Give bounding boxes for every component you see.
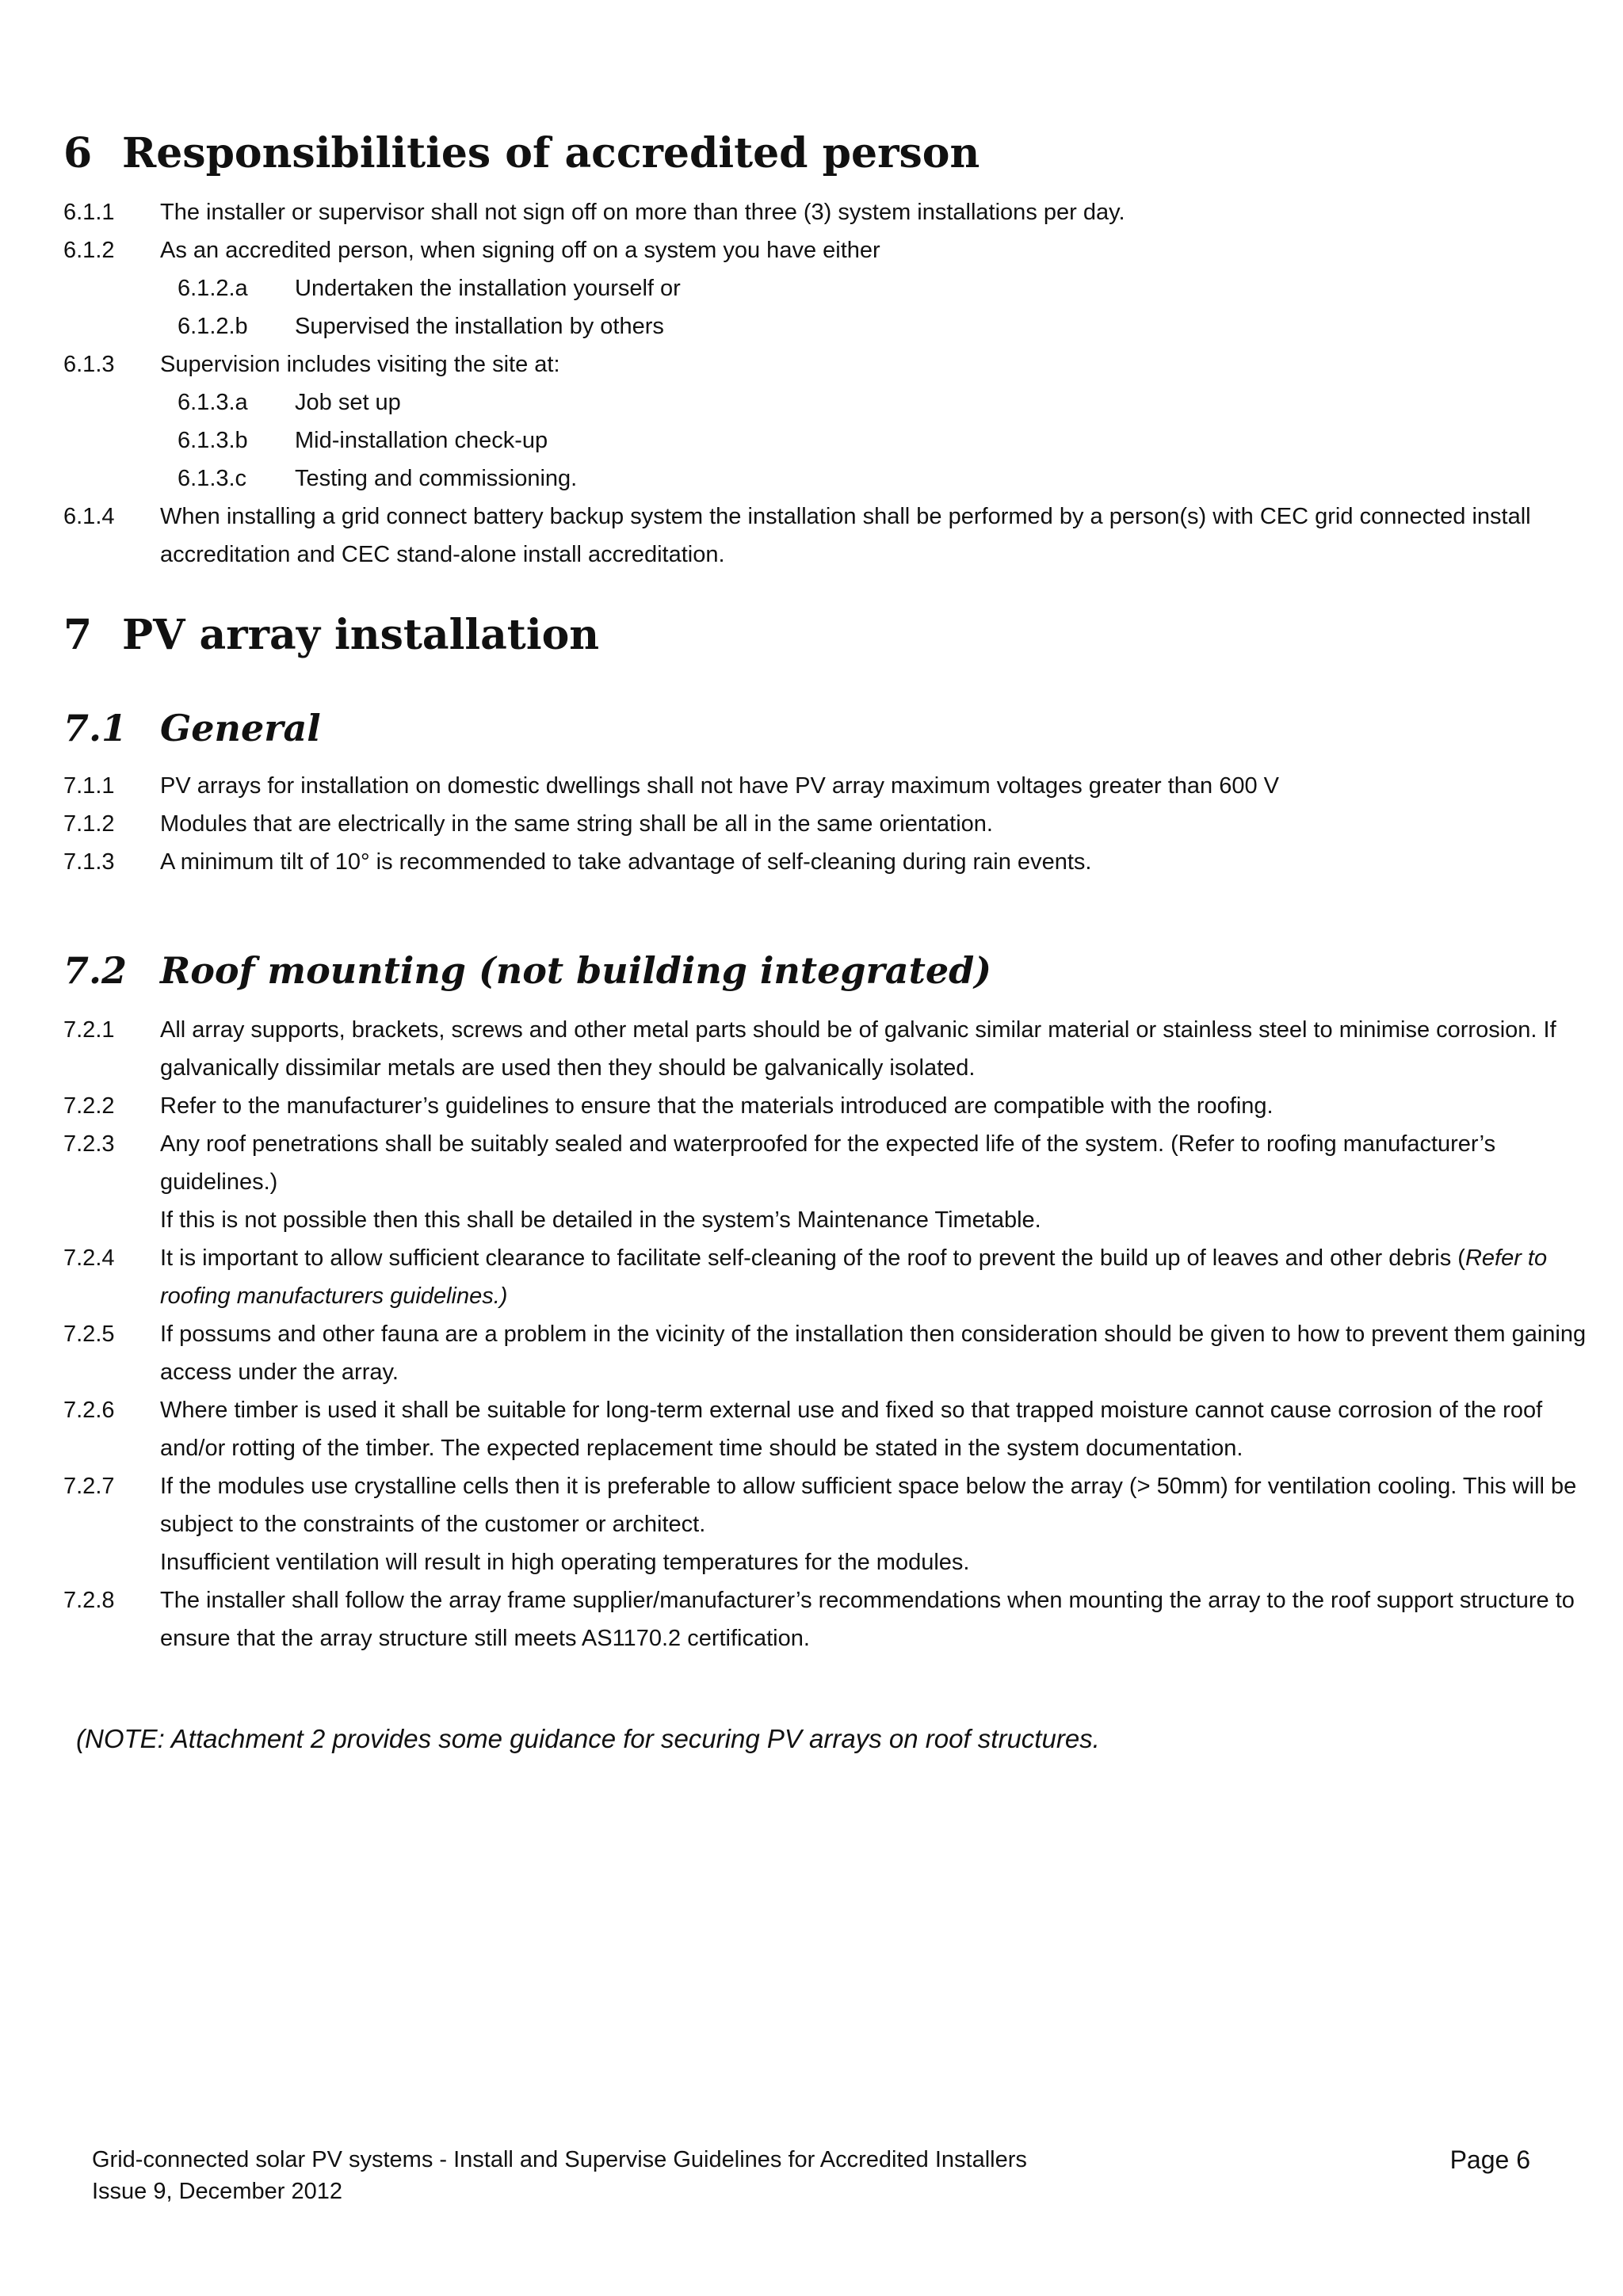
item-text: Any roof penetrations shall be suitably sealed and waterproofed for the expected life of the system. (Refer to roofing manufacturer’s guidelines.) (160, 1131, 1496, 1195)
item-number: 6.1.3.c (178, 466, 247, 491)
item-text: The installer shall follow the array frame supplier/manufacturer’s recommendations when mounting the array to the roof support structure to ensure that the array structure still meets AS1170.2 certification. (160, 1588, 1575, 1651)
footer-issue-date: Issue 9, December 2012 (92, 2179, 342, 2204)
subsection-number: 7.2 (63, 949, 128, 992)
item-text: A minimum tilt of 10° is recommended to take advantage of self-cleaning during rain events. (160, 849, 1092, 875)
footer-document-title: Grid-connected solar PV systems - Install and Supervise Guidelines for Accredited Installers (92, 2147, 1027, 2172)
item-number: 6.1.2.a (178, 276, 248, 301)
list-item (63, 843, 1593, 881)
subsection-7-1-heading (63, 707, 321, 749)
subsection-number: 7.1 (63, 707, 128, 749)
list-item (63, 1011, 1593, 1087)
item-number: 6.1.1 (63, 200, 115, 225)
list-item (63, 1087, 1593, 1125)
list-item (63, 345, 1593, 383)
item-number: 7.2.1 (63, 1017, 115, 1043)
item-text: Undertaken the installation yourself or (295, 276, 681, 301)
item-text: All array supports, brackets, screws and other metal parts should be of galvanic similar material or stainless steel to minimise corrosion. If galvanically dissimilar metals are used then they should be galvanically isolated. (160, 1017, 1556, 1081)
list-item (63, 1125, 1593, 1239)
section-number: 7 (63, 611, 93, 659)
list-item (63, 767, 1593, 805)
subsection-title: General (160, 707, 321, 749)
list-item (63, 193, 1593, 231)
item-text: When installing a grid connect battery backup system the installation shall be performed by a person(s) with CEC grid connected install accreditation and CEC stand-alone install accreditation. (160, 504, 1531, 567)
item-text: Refer to the manufacturer’s guidelines to ensure that the materials introduced are compatible with the roofing. (160, 1093, 1274, 1119)
item-number: 7.2.3 (63, 1131, 115, 1157)
section-6-heading (63, 130, 980, 177)
subsection-7-1-list (63, 767, 1593, 881)
item-number: 6.1.2 (63, 238, 115, 263)
item-number: 6.1.3.b (178, 428, 248, 453)
list-item (63, 1391, 1593, 1467)
item-text-italic: Refer to roofing manufacturers guidelines.) (160, 1245, 1548, 1309)
subsection-7-2-list (63, 1011, 1593, 1657)
section-title: PV array installation (122, 611, 600, 659)
list-item (63, 460, 1593, 498)
item-number: 7.2.8 (63, 1588, 115, 1613)
page-number: Page 6 (1449, 2145, 1530, 2174)
item-text: Mid-installation check-up (295, 428, 548, 453)
list-item (63, 1315, 1593, 1391)
item-number: 7.2.4 (63, 1245, 115, 1271)
item-text: As an accredited person, when signing off on a system you have either (160, 238, 880, 263)
item-text: If the modules use crystalline cells then it is preferable to allow sufficient space below the array (> 50mm) for ventilation cooling. This will be subject to the constraints of the customer or architect. (160, 1474, 1577, 1537)
item-number: 6.1.3.a (178, 390, 248, 415)
item-text: PV arrays for installation on domestic dwellings shall not have PV array maximum voltages greater than 600 V (160, 773, 1280, 799)
list-item (63, 1581, 1593, 1657)
item-text: Testing and commissioning. (295, 466, 578, 491)
list-item (63, 307, 1593, 345)
item-number: 7.2.5 (63, 1322, 115, 1347)
section-title: Responsibilities of accredited person (122, 129, 980, 177)
item-number: 7.2.2 (63, 1093, 115, 1119)
item-number: 7.2.6 (63, 1398, 115, 1423)
item-number: 6.1.2.b (178, 314, 248, 339)
item-text-main: It is important to allow sufficient clearance to facilitate self-cleaning of the roof to prevent the build up of leaves and other debris ( (160, 1245, 1465, 1271)
section-6-list (63, 193, 1593, 574)
item-text (160, 1239, 1593, 1315)
item-text-continued: If this is not possible then this shall be detailed in the system’s Maintenance Timetable. (160, 1207, 1041, 1233)
list-item (63, 383, 1593, 421)
list-item (63, 498, 1593, 574)
section-7-heading (63, 612, 599, 659)
item-text: If possums and other fauna are a problem in the vicinity of the installation then consideration should be given to how to prevent them gaining access under the array. (160, 1322, 1587, 1385)
page-footer (92, 2144, 1530, 2207)
item-text: Where timber is used it shall be suitable for long-term external use and fixed so that trapped moisture cannot cause corrosion of the roof and/or rotting of the timber. The expected replacement time should be stated in the system documentation. (160, 1398, 1543, 1461)
item-text: Supervised the installation by others (295, 314, 664, 339)
item-text: Job set up (295, 390, 401, 415)
item-text-continued: Insufficient ventilation will result in high operating temperatures for the modules. (160, 1550, 970, 1575)
section-number: 6 (63, 129, 93, 177)
item-text: Supervision includes visiting the site at: (160, 352, 560, 377)
list-item (63, 421, 1593, 460)
item-number: 7.1.1 (63, 773, 115, 799)
item-number: 7.1.3 (63, 849, 115, 875)
list-item (63, 1239, 1593, 1315)
item-text: The installer or supervisor shall not sign off on more than three (3) system installations per day. (160, 200, 1125, 225)
subsection-7-2-heading (63, 949, 991, 992)
item-number: 7.1.2 (63, 811, 115, 837)
list-item (63, 1467, 1593, 1581)
item-number: 7.2.7 (63, 1474, 115, 1499)
list-item (63, 805, 1593, 843)
subsection-title: Roof mounting (not building integrated) (160, 949, 992, 992)
item-number: 6.1.4 (63, 504, 115, 529)
item-text: Modules that are electrically in the same string shall be all in the same orientation. (160, 811, 993, 837)
list-item (63, 269, 1593, 307)
item-number: 6.1.3 (63, 352, 115, 377)
list-item (63, 231, 1593, 269)
attachment-note: (NOTE: Attachment 2 provides some guidance for securing PV arrays on roof structures. (76, 1724, 1100, 1753)
